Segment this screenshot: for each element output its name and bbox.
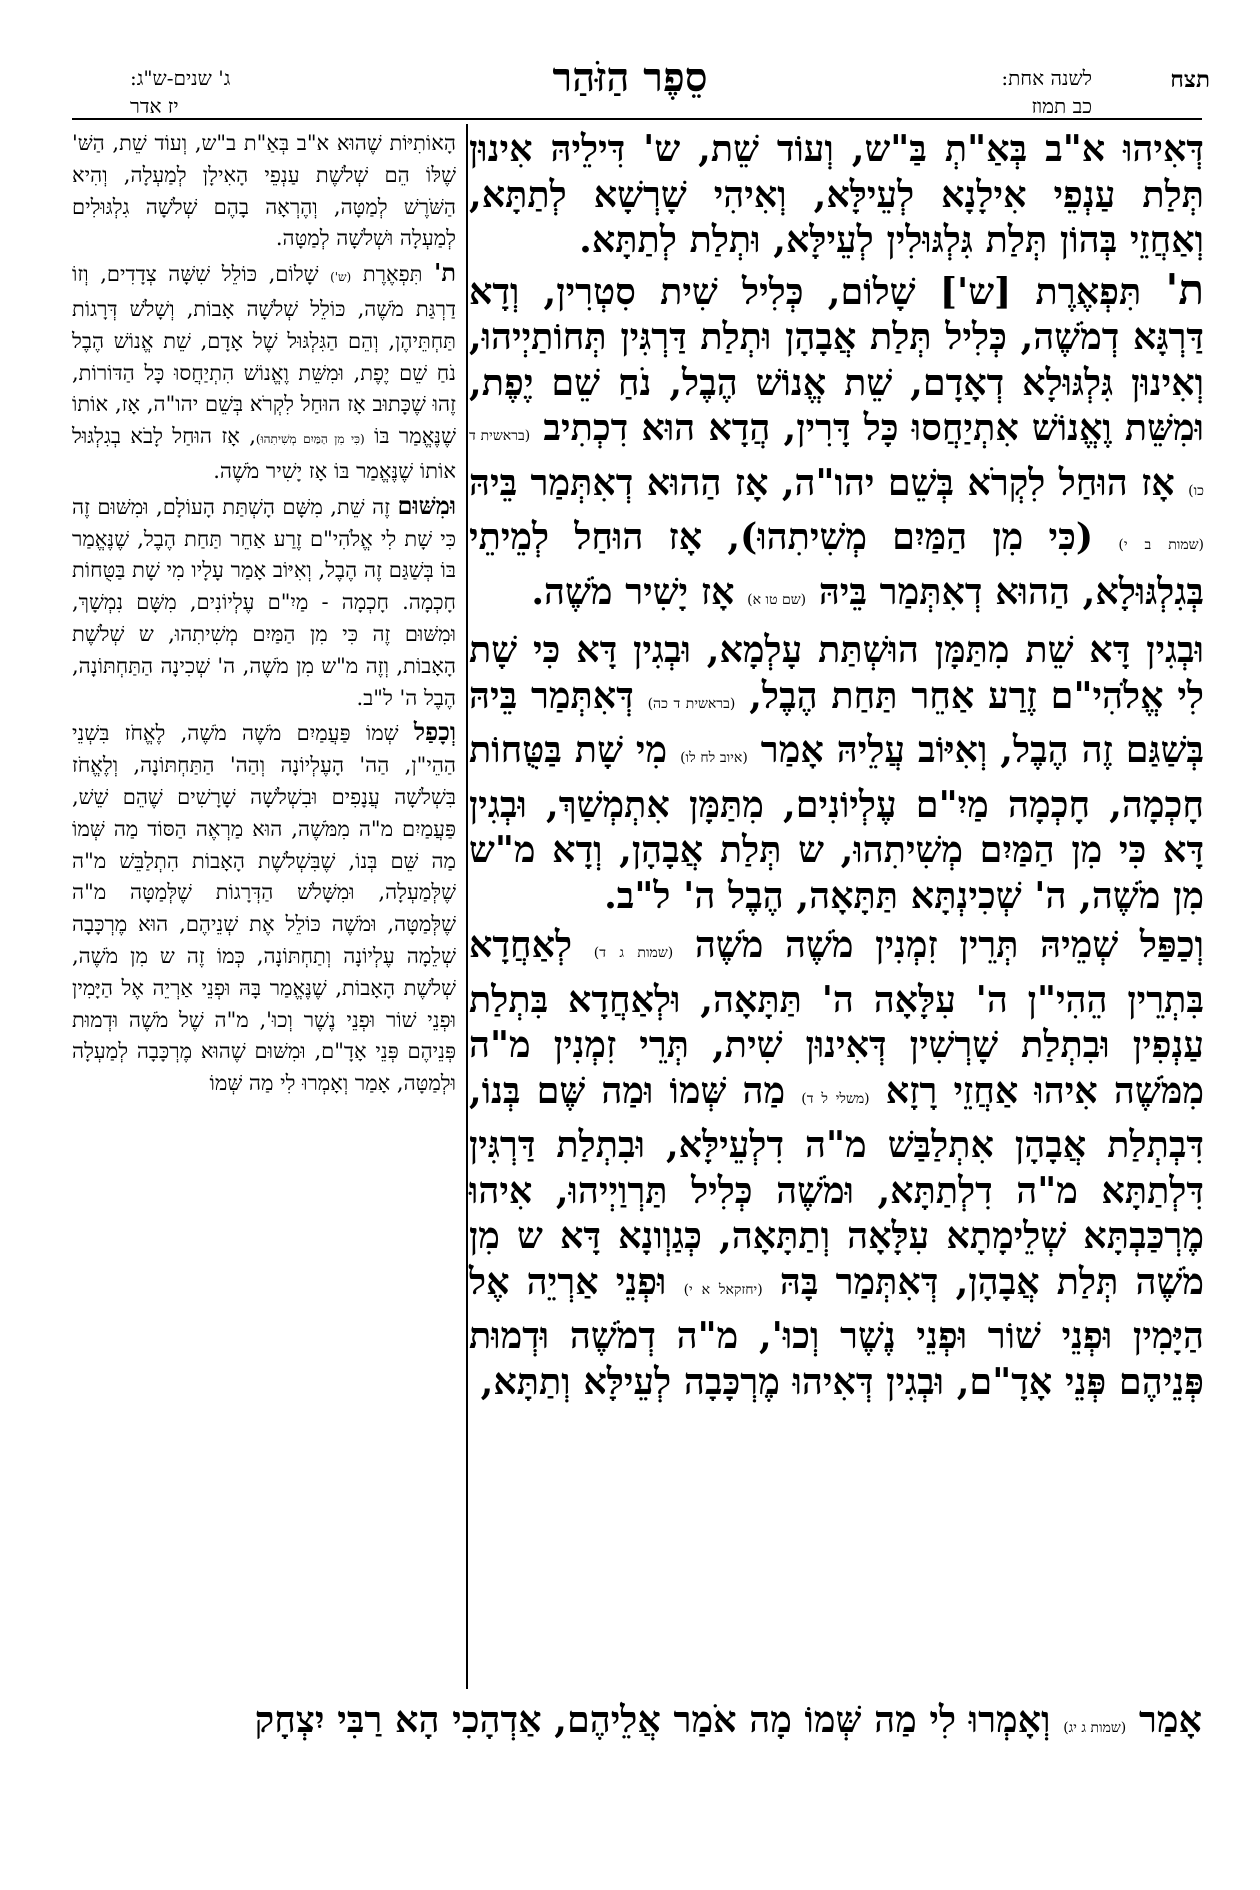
verse-reference: (כִּי מִן הַמַּיִם מְשִׁיתִהוּ)	[255, 432, 365, 447]
main-text: דְּאִתְּמַר בֵּיהּ בְּשַׁגַּם זֶה הֶבֶל, וְאִיּוֹב עֲלֵיהּ אָמַר	[469, 673, 1204, 771]
main-paragraph-3	[469, 627, 1204, 918]
book-title: סֵפֶר הַזֹּהַר	[552, 54, 708, 101]
verse-reference: (ש')	[330, 270, 352, 285]
column-divider	[466, 124, 468, 1689]
verse-reference: (איוב לח לו)	[680, 750, 748, 766]
main-text: וּפְנֵי אַרְיֵה אֶל הַיָּמִין וּפְנֵי שׁוֹר וּפְנֵי נֶשֶׁר וְכוּ', מ"ה דְמֹשֶׁה וּדְמוּת פְּנֵיהֶם פְּנֵי אָדָ"ם, וּבְגִין דְּאִיהוּ מֶרְכָּבָה לְעֵילָּא וְתַתָּא,	[469, 1259, 1204, 1403]
main-text: תִּפְאֶרֶת [ש'] שָׁלוֹם, כְּלִיל שִׁית סִטְרִין, וְדָא דַּרְגָּא דְמֹשֶׁה, כְּלִיל תְּלַת אֲבָהָן וּתְלַת דַּרְגִּין תְּחוֹתַיְיהוּ, וְאִינוּן גִּלְגּוּלָא דְאָדָם, שֵׁת אֱנוֹשׁ הֶבֶל, נֹחַ שֵׁם יֶפֶת, וּמִשֵּׁת וֶאֱנוֹשׁ אִתְיַחֲסוּ כָּל דָּרִין, הֲדָא הוּא דִכְתִיב	[469, 269, 1204, 449]
commentary-paragraph-2	[72, 257, 456, 488]
main-text: (כִּי מִן הַמַּיִם מְשִׁיתִהוּ), אָז הוּחַל לְמֵיתֵי בְּגִלְגּוּלָא, הַהוּא דְאִתְּמַר בֵּיהּ	[469, 515, 1204, 613]
commentary-text: שְׁמוֹ פַּעֲמַיִם מֹשֶׁה מֹשֶׁה, לֶאֱחֹז בִּשְׁנֵי הַהֵי"ן, הַה' הָעֶלְיוֹנָה וְהַה' הַתַּחְתּוֹנָה, וְלֶאֱחֹז בִּשְׁלֹשָׁה עֲנָפִים וּבִשְׁלֹשָׁה שָׁרָשִׁים שֶׁהֵם שֵׁשׁ, פַּעֲמַיִם מ"ה מִמֹּשֶׁה, הוּא מַרְאֶה הַסּוֹד מַה שְּׁמוֹ מַה שֵּׁם בְּנוֹ, שֶׁבִּשְׁלֹשֶׁת הָאָבוֹת הִתְלַבֵּשׁ מ"ה שֶׁלְּמַעְלָה, וּמִשָּׁלֹשׁ הַדְּרָגוֹת שֶׁלְּמַטָּה מ"ה שֶׁלְּמַטָּה, וּמֹשֶׁה כּוֹלֵל אֶת שְׁנֵיהֶם, הוּא מֶרְכָּבָה שְׁלֵמָה עֶלְיוֹנָה וְתַחְתּוֹנָה, כְּמוֹ זֶה ש מִן מֹשֶׁה, שְׁלֹשֶׁת הָאָבוֹת, שֶׁנֶּאֱמַר בָּהּ וּפְנֵי אַרְיֵה אֶל הַיָּמִין וּפְנֵי שׁוֹר וּפְנֵי נֶשֶׁר וְכוּ', מ"ה שֶׁל מֹשֶׁה וּדְמוּת פְּנֵיהֶם פְּנֵי אָדָ"ם, וּמִשּׁוּם שֶׁהוּא מֶרְכָּבָה לְמַעְלָה וּלְמַטָּה, אָמַר וְאָמְרוּ לִי מַה שְּׁמוֹ	[72, 721, 456, 1096]
verse-reference: (שמות ג ד)	[593, 945, 674, 961]
main-text: אָז הוּחַל לִקְרֹא בְּשֵׁם יהו"ה, אָז הַהוּא דְאִתְּמַר בֵּיהּ	[469, 460, 1175, 504]
main-text: וְכַפַּל שְׁמֵיהּ תְּרֵין זִמְנִין מֹשֶׁה מֹשֶׁה	[694, 923, 1204, 966]
commentary-paragraph-4	[72, 716, 456, 1100]
commentary-text: תִּפְאֶרֶת	[362, 262, 423, 287]
section-cycle-label: ג' שנים-ש"ג:	[130, 66, 231, 90]
verse-reference: (בראשית ד כו)	[469, 428, 1204, 499]
main-text: אָז יָשִׁיר מֹשֶׁה.	[531, 569, 735, 613]
verse-reference: (שם טו א)	[747, 591, 807, 608]
section-cycle-date: יז אדר	[130, 94, 179, 118]
paragraph-opener: וּמִשּׁוּם	[397, 490, 456, 520]
page-bottom-line	[72, 1698, 1202, 1741]
main-text-column	[469, 126, 1204, 1408]
header-rule	[72, 118, 1202, 120]
commentary-text: , אָז הוּחַל לָבֹא בְגִלְגּוּל אוֹתוֹ שֶׁנֶּאֱמַר בּוֹ אָז יָשִׁיר מֹשֶׁה.	[72, 424, 456, 483]
commentary-paragraph-3	[72, 490, 456, 715]
main-text: לְאַחֲדָא בִּתְרֵין הֵהִי"ן ה' עִלָּאָה ה' תַּתָּאָה, וּלְאַחֲדָא בִּתְלַת עַנְפִין וּבִתְלַת שָׁרְשִׁין דְּאִינוּן שִׁית, תְּרֵי זִמְנִין מ"ה מִמֹּשֶׁה אִיהוּ אַחֲזֵי רָזָא	[469, 923, 1204, 1112]
commentary-text: הָאוֹתִיּוֹת שֶׁהוּא א"ב בְּאַ"ת ב"ש, וְעוֹד שֵׁת, הַשּׁ' שֶׁלּוֹ הֵם שְׁלֹשֶׁת עַנְפֵי הָאִילָן לְמַעְלָה, וְהִיא הַשֹּׁרֶשׁ לְמַטָּה, וְהֶרְאָה בָהֶם שְׁלֹשָׁה גִלְגּוּלִים לְמַעְלָה וּשְׁלֹשָׁה לְמַטָּה.	[72, 131, 456, 251]
commentary-column	[72, 128, 456, 1102]
paragraph-opener: ת'	[1165, 264, 1204, 314]
verse-reference: (משלי ל ד)	[801, 1090, 870, 1107]
paragraph-opener: וְכָפַל	[413, 717, 456, 747]
verse-reference: (בראשית ד כה)	[647, 695, 736, 712]
page-number: תצח	[1170, 66, 1210, 93]
commentary-text: שָׁלוֹם, כּוֹלֵל שִׁשָּׁה צְדָדִים, וְזוֹ דַרְגַּת מֹשֶׁה, כּוֹלֵל שְׁלֹשָׁה אָבוֹת, וְשָׁלֹשׁ דְּרָגוֹת תַּחְתֵּיהֶן, וְהֵם הַגִּלְגּוּל שֶׁל אָדָם, שֵׁת אֱנוֹשׁ הֶבֶל נֹחַ שֵׁם יֶפֶת, וּמִשֵּׁת וֶאֱנוֹשׁ הִתְיַחֲסוּ כָּל הַדּוֹרוֹת, זֶהוּ שֶׁכָּתוּב אָז הוּחַל לִקְרֹא בְּשֵׁם יהו"ה, אָז, אוֹתוֹ שֶׁנֶּאֱמַר בּוֹ	[72, 262, 456, 449]
verse-reference: (יחזקאל א י)	[683, 1281, 763, 1298]
study-cycle-date: כב תמוז	[1031, 94, 1092, 118]
main-text: וּבְגִין דָּא שֵׁת מִתַּמָּן הוּשְׁתַּת עָלְמָא, וּבְגִין דָּא כִּי שָׁת לִי אֱלֹהִי"ם זֶרַע אַחֵר תַּחַת הֶבֶל,	[469, 628, 1204, 717]
main-text: מִי שָׁת בַּטֻּחוֹת חָכְמָה, חָכְמָה מַיִ"ם עֶלְיוֹנִים, מִתַּמָּן אִתְמְשַׁךְ, וּבְגִין דָּא כִּי מִן הַמַּיִם מְשִׁיתִהוּ, ש תְּלַת אֲבָהָן, וְדָא מ"ש מִן מֹשֶׁה, ה' שְׁכִינְתָּא תַּתָּאָה, הֶבֶל ה' ל"ב.	[469, 728, 1204, 917]
main-text: מַה שְּׁמוֹ וּמַה שֶּׁם בְּנוֹ, דִּבְתְלַת אֲבָהָן אִתְלַבַּשׁ מ"ה דִלְעֵילָּא, וּבִתְלַת דַּרְגִּין דִּלְתַתָּא מ"ה דִלְתַתָּא, וּמֹשֶׁה כְּלִיל תַּרְוַיְיהוּ, אִיהוּ מֶרְכַּבְתָּא שְׁלֵימָתָא עִלָּאָה וְתַתָּאָה, כְּגַוְונָא דָּא ש מִן מֹשֶׁה תְּלַת אֲבָהָן, דְּאִתְּמַר בָּהּ	[469, 1068, 1204, 1303]
study-cycle-label: לשנה אחת:	[1001, 66, 1092, 90]
main-paragraph-1	[469, 126, 1204, 263]
verse-reference: (שמות ב י)	[1118, 537, 1204, 553]
header-left	[130, 62, 370, 118]
main-text: אָמַר	[1138, 1698, 1202, 1741]
main-paragraph-4	[469, 922, 1204, 1404]
main-text: וְאָמְרוּ לִי מַה שְּׁמוֹ מָה אֹמַר אֲלֵיהֶם, אַדְהָכִי הָא רַבִּי יִצְחָק	[254, 1698, 1051, 1741]
verse-reference: (שמות ג יג)	[1063, 1720, 1127, 1736]
main-paragraph-2	[469, 264, 1204, 624]
paragraph-opener: ת'	[434, 258, 456, 288]
commentary-paragraph-1	[72, 128, 456, 255]
commentary-text: זֶה שֵׁת, מִשָּׁם הָשְׁתַּת הָעוֹלָם, וּמִשּׁוּם זֶה כִּי שָׁת לִי אֱלֹהִי"ם זֶרַע אַחֵר תַּחַת הֶבֶל, שֶׁנֶּאֱמַר בּוֹ בְּשַׁגַּם זֶה הֶבֶל, וְאִיּוֹב אָמַר עָלָיו מִי שָׁת בַּטֻּחוֹת חָכְמָה. חָכְמָה - מַיִ"ם עֶלְיוֹנִים, מִשָּׁם נִמְשָׁךְ, וּמִשּׁוּם זֶה כִּי מִן הַמַּיִם מְשִׁיתִהוּ, ש שְׁלֹשֶׁת הָאָבוֹת, וְזֶה מ"ש מִן מֹשֶׁה, ה' שְׁכִינָה הַתַּחְתּוֹנָה, הֶבֶל ה' ל"ב.	[72, 494, 456, 710]
main-text: דְּאִיהוּ א"ב בְּאַ"תְ בַּ"ש, וְעוֹד שֵׁת, ש' דִּילֵיהּ אִינוּן תְּלַת עַנְפֵי אִילָנָא לְעֵילָּא, וְאִיהִי שָׁרְשָׁא לְתַתָּא, וְאַחֲזֵי בְּהוֹן תְּלַת גִּלְגּוּלִין לְעֵילָּא, וּתְלַת לְתַתָּא.	[469, 127, 1204, 261]
